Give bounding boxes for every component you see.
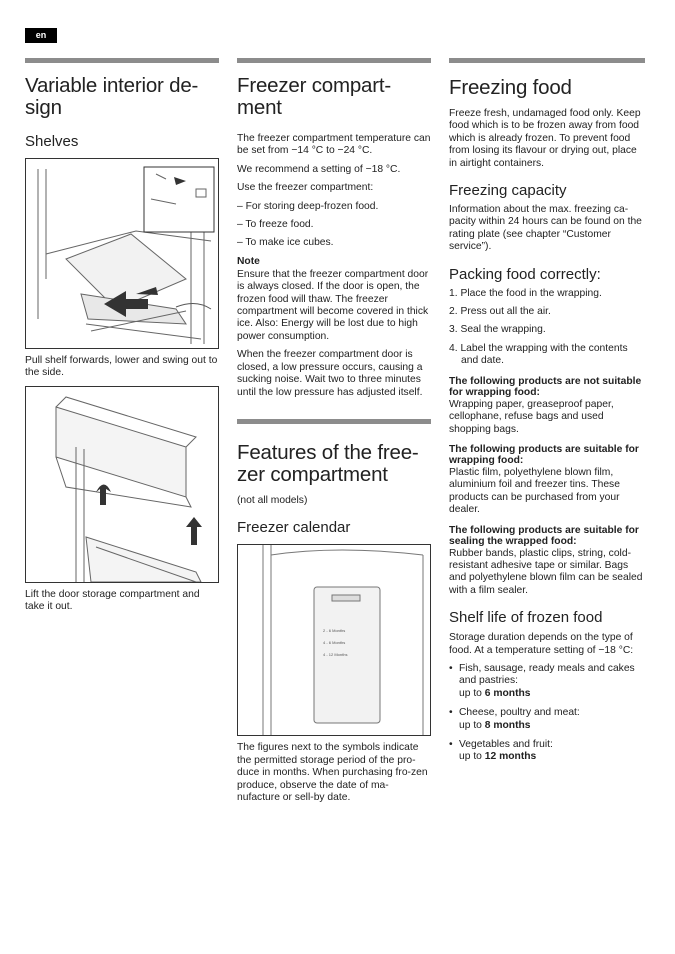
sealing-heading: The following products are suitable for sealing the wrapped food: [449, 524, 639, 548]
door-compartment-illustration [25, 386, 219, 583]
suitable-text: Plastic film, polyethylene blown film, aluminium foil and freezer tins. These products can be purchased from your dealer. [449, 466, 620, 516]
packing-step: 1. Place the food in the wrapping. [449, 287, 602, 299]
calendar-row: 2 - 6 Months [323, 628, 346, 634]
use-item: – To make ice cubes. [237, 237, 334, 249]
note-label: Note [237, 255, 260, 267]
calendar-heading: Freezer calendar [237, 519, 351, 537]
not-all-models: (not all models) [237, 494, 308, 506]
packing-heading: Packing food correctly: [449, 265, 601, 283]
shelf-illustration [25, 158, 219, 349]
packing-step: 4. Label the wrapping with the contents and date. [449, 342, 628, 367]
use-item: – To freeze food. [237, 219, 314, 231]
duration-value: 6 months [484, 687, 531, 699]
capacity-text: Information about the max. freezing ca-pacity within 24 hours can be found on the rating plate (see chapter “Customer service”). [449, 204, 642, 253]
sealing-text: Rubber bands, plastic clips, string, cold-resistant adhesive tape or similar. Bags and polyethylene blown film can be sealed with a film sealer. [449, 547, 643, 596]
note-text: Ensure that the freezer compartment door is always closed. If the door is open, the frozen food will thaw. The freezer compartment will become covered in thick ice. Also: Energy will be lost due to high power consumption. [237, 268, 429, 342]
column-interior [25, 58, 219, 620]
packing-step: 3. Seal the wrapping. [449, 324, 546, 336]
use-intro: Use the freezer compartment: [237, 182, 374, 194]
column-freezer [237, 58, 431, 810]
calendar-caption: The figures next to the symbols indicate the permitted storage period of the pro-duce in months. When purchasing fro-zen produce, observe the date of ma-nufacture or sell-by date. [237, 742, 428, 803]
packing-step: 2. Press out all the air. [449, 306, 551, 318]
use-item: – For storing deep-frozen food. [237, 200, 379, 212]
section-title: Freezing food [449, 76, 572, 99]
language-badge: en [25, 28, 57, 43]
section-title: Freezer compart-ment [237, 74, 392, 119]
door-caption: Lift the door storage compartment and take it out. [25, 588, 200, 613]
intro-text: Freeze fresh, undamaged food only. Keep food which is to be frozen away from food which is already frozen. To prevent food from losing its flavour or drying out, place in airtight containers. [449, 108, 641, 169]
section-rule [25, 58, 219, 63]
shelf-life-text: Storage duration depends on the type of food. At a temperature setting of −18 °C: [449, 632, 634, 656]
calendar-row: 4 - 6 Months [323, 640, 346, 646]
not-suitable-heading: The following products are not suitable for wrapping food: [449, 375, 642, 399]
shelf-caption: Pull shelf forwards, lower and swing out to the side. [25, 355, 218, 379]
temperature-text: The freezer compartment temperature can be set from −14 °C to −24 °C. [237, 133, 431, 157]
suitable-heading: The following products are suitable for wrapping food: [449, 443, 639, 467]
section-rule [237, 58, 431, 63]
section-rule [237, 419, 431, 424]
shelf-life-item: • Cheese, poultry and meat: up to 8 months [449, 707, 645, 732]
column-freezing-food [449, 58, 645, 771]
shelf-life-item: • Vegetables and fruit: up to 12 months [449, 739, 645, 764]
freezer-calendar-illustration [237, 544, 431, 736]
shelves-heading: Shelves [25, 133, 79, 150]
capacity-heading: Freezing capacity [449, 182, 567, 200]
section-rule [449, 58, 645, 63]
pressure-text: When the freezer compartment door is closed, a low pressure occurs, causing a sucking noise. Wait two to three minutes until the low pressure has adjusted itself. [237, 349, 423, 398]
shelf-life-item: • Fish, sausage, ready meals and cakes and pastries: up to 6 months [449, 663, 645, 700]
calendar-row: 4 - 12 Months [323, 652, 348, 658]
features-title: Features of the free-zer compartment [237, 440, 419, 486]
not-suitable-text: Wrapping paper, greaseproof paper, cellophane, refuse bags and used shopping bags. [449, 398, 614, 435]
shelf-life-heading: Shelf life of frozen food [449, 609, 603, 627]
duration-value: 8 months [484, 719, 531, 731]
duration-value: 12 months [484, 751, 537, 763]
recommend-text: We recommend a setting of −18 °C. [237, 163, 401, 175]
section-title: Variable interior de-sign [25, 74, 199, 119]
